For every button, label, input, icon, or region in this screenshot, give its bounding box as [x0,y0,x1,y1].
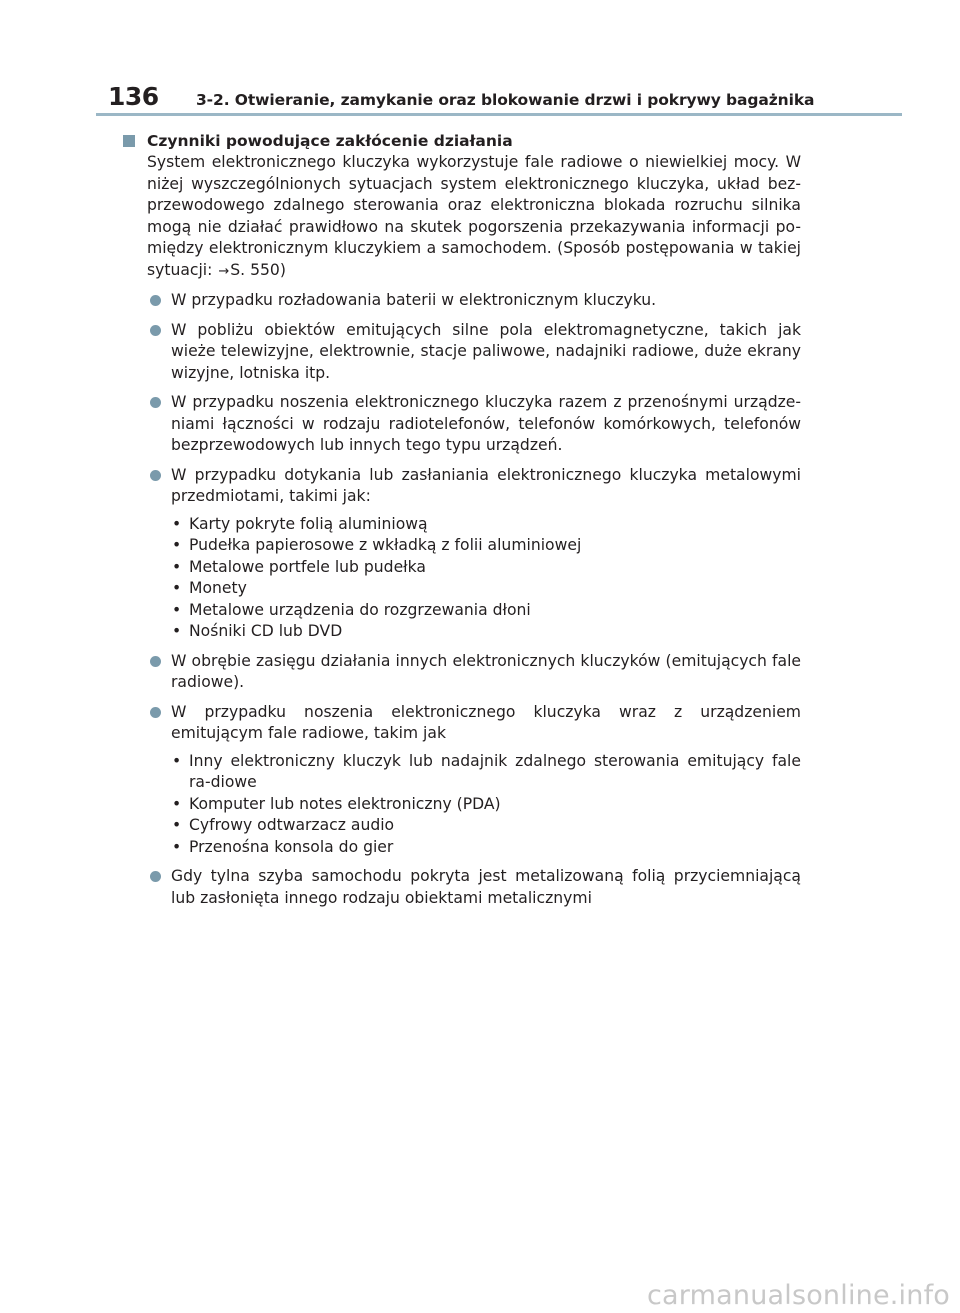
sub-list-item [123,514,801,536]
sub-list-item [123,557,801,579]
sub-bullet-icon: • [172,600,182,619]
sub-bullet-icon: • [172,751,182,770]
page-content [123,130,801,909]
sub-list-item [123,794,801,816]
sub-list-item [123,535,801,557]
round-bullet-icon [150,871,161,882]
list-item-text: W pobliżu obiektów emitujących silne pola elektromagnetyczne, takich jak wieże telewizyjne, elektrownie, stacje paliwowe, nadajniki radiowe, duże ekrany wizyjne, lotniska itp. [171,320,801,382]
list-item-text: W obrębie zasięgu działania innych elektronicznych kluczyków (emitujących fale radiowe). [171,651,801,691]
sub-bullet-icon: • [172,536,182,554]
sub-list-item-text: Komputer lub notes elektroniczny (PDA) [189,794,501,813]
sub-list [123,751,801,859]
section-title: Czynniki powodujące zakłócenie działania [147,132,513,150]
sub-list-item [123,837,801,859]
sub-bullet-icon: • [172,579,182,597]
sub-list-item-text: Monety [189,579,247,597]
sub-bullet-icon: • [172,514,182,533]
sub-bullet-icon: • [172,557,182,576]
list-item-text: W przypadku noszenia elektronicznego kluczyka razem z przenośnymi urządze-niami łączności w rodzaju radiotelefonów, telefonów komórkowych, telefonów bezprzewodowych lub innych tego typu urządzeń. [171,393,801,454]
sub-list-item-text: Metalowe urządzenia do rozgrzewania dłoni [189,600,531,619]
intro-page-reference[interactable]: S. 550) [230,260,286,279]
list-item [123,392,801,457]
list-item [123,465,801,643]
chapter-title: 3-2. Otwieranie, zamykanie oraz blokowanie drzwi i pokrywy bagażnika [196,91,815,109]
list-item [123,320,801,385]
bullet-list [123,290,801,909]
list-item [123,702,801,859]
sub-list-item-text: Inny elektroniczny kluczyk lub nadajnik zdalnego sterowania emitujący fale ra-diowe [189,751,801,791]
sub-list-item-text: Przenośna konsola do gier [189,837,394,856]
list-item [123,866,801,909]
sub-list-item-text: Pudełka papierosowe z wkładką z folii aluminiowej [189,536,582,554]
sub-list-item-text: Nośniki CD lub DVD [189,622,343,640]
sub-list [123,514,801,643]
round-bullet-icon [150,397,161,408]
watermark: carmanualsonline.info [647,1280,950,1311]
sub-list-item [123,815,801,837]
sub-list-item [123,600,801,622]
sub-bullet-icon: • [172,622,182,640]
list-item [123,290,801,312]
arrow-icon: → [218,263,230,279]
list-item-text: W przypadku rozładowania baterii w elektronicznym kluczyku. [171,291,657,309]
round-bullet-icon [150,295,161,306]
page-number: 136 [108,82,159,111]
section-intro [147,152,801,282]
round-bullet-icon [150,470,161,481]
list-item-text: Gdy tylna szyba samochodu pokryta jest metalizowaną folią przyciemniającą lub zasłonięta innego rodzaju obiektami metalicznymi [171,867,801,907]
header-divider [96,113,902,116]
round-bullet-icon [150,707,161,718]
round-bullet-icon [150,656,161,667]
sub-list-item-text: Karty pokryte folią aluminiową [189,514,428,533]
page-header [108,82,814,112]
list-item-text: W przypadku noszenia elektronicznego kluczyka wraz z urządzeniem emitującym fale radiowe, takim jak [171,702,801,742]
sub-list-item [123,621,801,643]
section-heading [123,130,801,152]
list-item [123,651,801,694]
sub-bullet-icon: • [172,794,182,813]
sub-list-item-text: Metalowe portfele lub pudełka [189,557,426,576]
sub-list-item [123,578,801,600]
round-bullet-icon [150,325,161,336]
sub-bullet-icon: • [172,837,182,856]
square-bullet-icon [123,135,135,147]
list-item-text: W przypadku dotykania lub zasłaniania elektronicznego kluczyka metalowymi przedmiotami, takimi jak: [171,465,801,505]
sub-list-item-text: Cyfrowy odtwarzacz audio [189,816,395,834]
intro-text: System elektronicznego kluczyka wykorzystuje fale radiowe o niewielkiej mocy. W niżej wyszczególnionych sytuacjach system elektronicznego kluczyka, układ bez-przewodowego zdalnego sterowania oraz elektroniczna blokada rozruchu silnika mogą nie działać prawidłowo na skutek pogorszenia przekazywania informacji po-między elektronicznym kluczykiem a samochodem. (Sposób postępowania w takiej sytuacji: [147,153,801,279]
sub-bullet-icon: • [172,816,182,834]
sub-list-item [123,751,801,794]
